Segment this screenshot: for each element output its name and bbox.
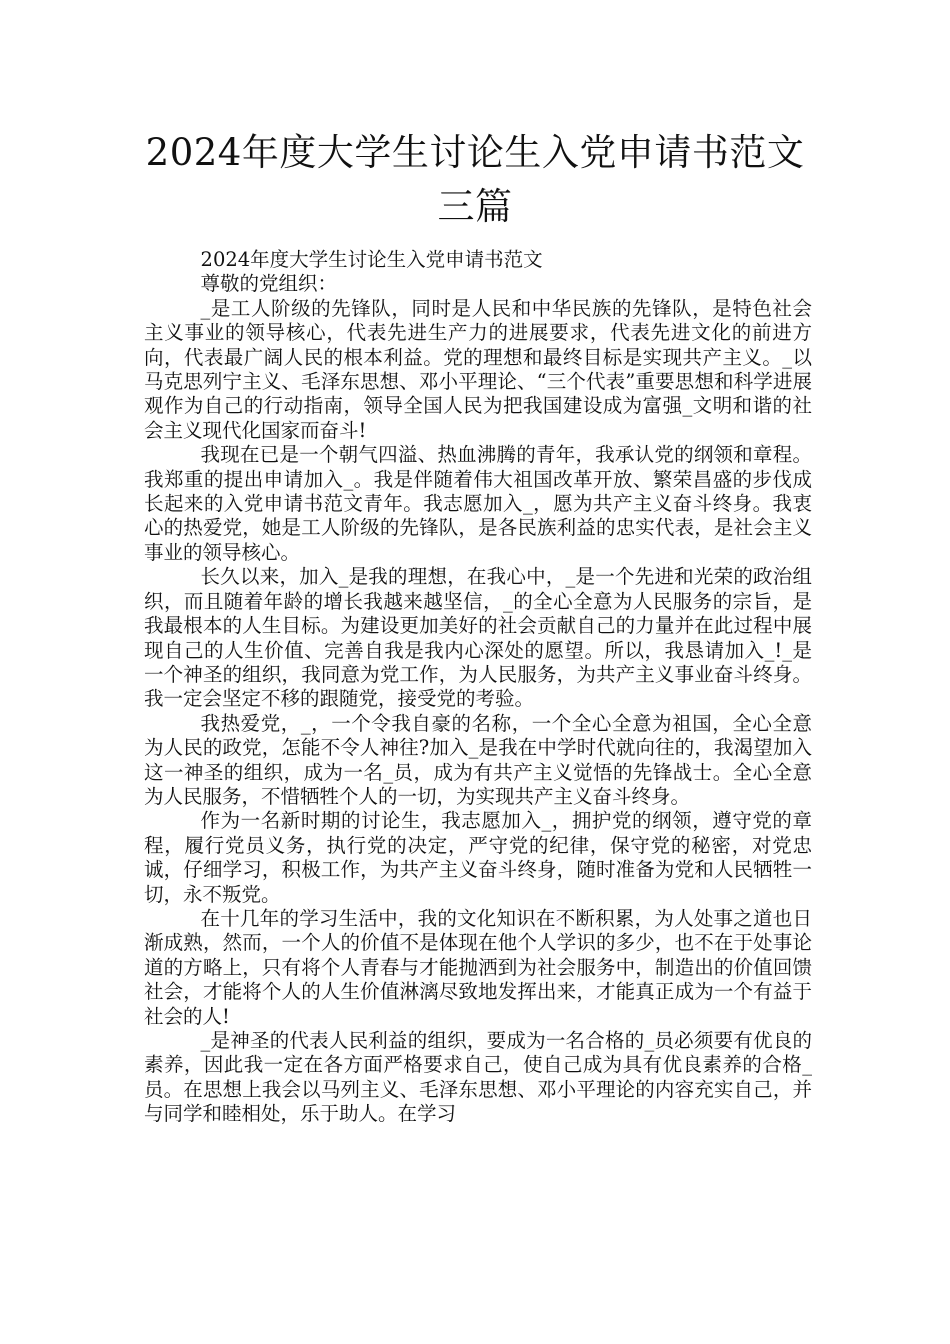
document-body xyxy=(144,248,812,1127)
body-paragraph: 长久以来，加入_是我的理想，在我心中，_是一个先进和光荣的政治组织，而且随着年龄的增长我越来越坚信，_的全心全意为人民服务的宗旨，是我最根本的人生目标。为建设更加美好的社会贡献自己的力量并在此过程中展现自己的人生价值、完善自我是我内心深处的愿望。所以，我恳请加入_!_是一个神圣的组织，我同意为党工作，为人民服务，为共产主义事业奋斗终身。我一定会坚定不移的跟随党，接受党的考验。 xyxy=(144,565,812,711)
body-paragraph: _是工人阶级的先锋队，同时是人民和中华民族的先锋队，是特色社会主义事业的领导核心，代表先进生产力的进展要求，代表先进文化的前进方向，代表最广阔人民的根本利益。党的理想和最终目标是实现共产主义。_以马克思列宁主义、毛泽东思想、邓小平理论、“三个代表”重要思想和科学进展观作为自己的行动指南，领导全国人民为把我国建设成为富强_文明和谐的社会主义现代化国家而奋斗! xyxy=(144,296,812,442)
body-paragraph: 我热爱党，_，一个令我自豪的名称，一个全心全意为祖国，全心全意为人民的政党，怎能不令人神往?加入_是我在中学时代就向往的，我渴望加入这一神圣的组织，成为一名_员，成为有共产主义觉悟的先锋战士。全心全意为人民服务，不惜牺牲个人的一切，为实现共产主义奋斗终身。 xyxy=(144,711,812,808)
body-paragraph: 我现在已是一个朝气四溢、热血沸腾的青年，我承认党的纲领和章程。我郑重的提出申请加入_。我是伴随着伟大祖国改革开放、繁荣昌盛的步伐成长起来的入党申请书范文青年。我志愿加入_，愿为共产主义奋斗终身。我衷心的热爱党，她是工人阶级的先锋队，是各民族利益的忠实代表，是社会主义事业的领导核心。 xyxy=(144,443,812,564)
body-paragraph: 在十几年的学习生活中，我的文化知识在不断积累，为人处事之道也日渐成熟，然而，一个人的价值不是体现在他个人学识的多少，也不在于处事论道的方略上，只有将个人青春与才能抛洒到为社会服务中，制造出的价值回馈社会，才能将个人的人生价值淋漓尽致地发挥出来，才能真正成为一个有益于社会的人! xyxy=(144,906,812,1028)
body-paragraph: _是神圣的代表人民利益的组织，要成为一名合格的_员必须要有优良的素养，因此我一定在各方面严格要求自己，使自己成为具有优良素养的合格_员。在思想上我会以马列主义、毛泽东思想、邓小平理论的内容充实自己，并与同学和睦相处，乐于助人。在学习 xyxy=(144,1029,812,1126)
body-paragraph: 作为一名新时期的讨论生，我志愿加入_，拥护党的纲领，遵守党的章程，履行党员义务，执行党的决定，严守党的纪律，保守党的秘密，对党忠诚，仔细学习，积极工作，为共产主义奋斗终身，随时准备为党和人民牺牲一切，永不叛党。 xyxy=(144,809,812,906)
salutation: 尊敬的党组织： xyxy=(200,272,338,296)
document-title: 2024年度大学生讨论生入党申请书范文三篇 xyxy=(145,131,805,228)
document-subtitle: 2024年度大学生讨论生入党申请书范文 xyxy=(200,248,543,271)
